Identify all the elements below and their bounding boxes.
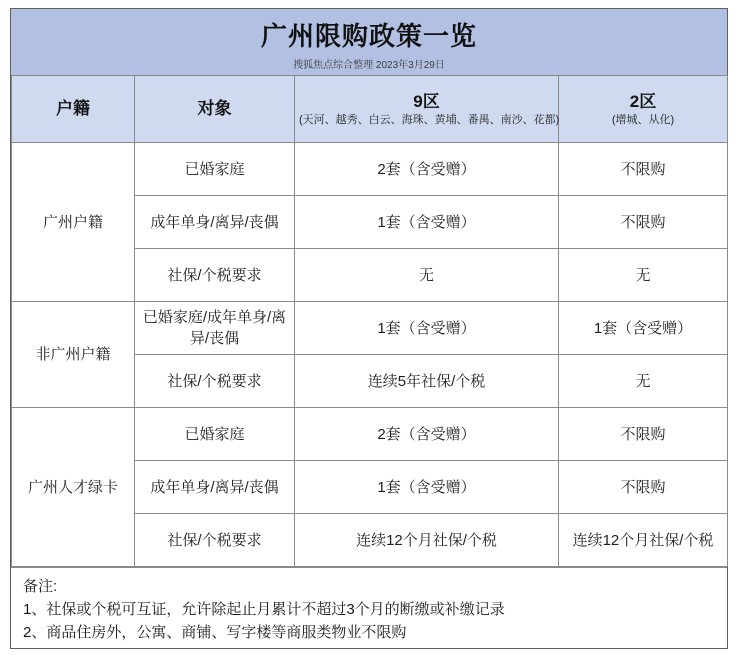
note-line-1: 1、社保或个税可互证，允许除起止月累计不超过3个月的断缴或补缴记录 [23, 601, 505, 618]
cell-zone2: 不限购 [559, 408, 728, 461]
cell-subject: 成年单身/离异/丧偶 [135, 461, 295, 514]
group-label-non-guangzhou-hukou: 非广州户籍 [12, 302, 135, 408]
cell-zone2: 1套（含受赠） [559, 302, 728, 355]
cell-subject: 已婚家庭/成年单身/离异/丧偶 [135, 302, 295, 355]
page-title: 广州限购政策一览 [260, 21, 477, 51]
cell-zone9: 连续12个月社保/个税 [295, 514, 559, 567]
column-header-2-districts [559, 76, 728, 143]
cell-zone9: 1套（含受赠） [295, 302, 559, 355]
notes-section [11, 567, 727, 648]
cell-zone9: 2套（含受赠） [295, 408, 559, 461]
cell-zone2: 连续12个月社保/个税 [559, 514, 728, 567]
page-subtitle: 搜狐焦点综合整理 2023年3月29日 [293, 60, 445, 71]
cell-subject: 社保/个税要求 [135, 514, 295, 567]
header-row [12, 76, 728, 143]
column-header-9-districts [295, 76, 559, 143]
cell-zone2: 不限购 [559, 461, 728, 514]
column-header-label: 2区 [629, 91, 657, 111]
cell-subject: 已婚家庭 [135, 143, 295, 196]
table-row [12, 143, 728, 196]
column-header-hukou [12, 76, 135, 143]
table-row [12, 302, 728, 355]
cell-zone9: 1套（含受赠） [295, 196, 559, 249]
note-line-2: 2、商品住房外，公寓、商铺、写字楼等商服类物业不限购 [23, 624, 407, 641]
cell-subject: 社保/个税要求 [135, 249, 295, 302]
cell-zone9: 2套（含受赠） [295, 143, 559, 196]
group-label-guangzhou-hukou: 广州户籍 [12, 143, 135, 302]
cell-subject: 成年单身/离异/丧偶 [135, 196, 295, 249]
column-header-sublabel: (增城、从化) [611, 113, 675, 126]
cell-zone9: 1套（含受赠） [295, 461, 559, 514]
cell-zone9: 无 [295, 249, 559, 302]
cell-subject: 已婚家庭 [135, 408, 295, 461]
cell-zone2: 无 [559, 249, 728, 302]
group-label-talent-green-card: 广州人才绿卡 [12, 408, 135, 567]
column-header-label: 9区 [413, 91, 440, 111]
cell-subject: 社保/个税要求 [135, 355, 295, 408]
notes-title: 备注: [23, 578, 58, 595]
cell-zone9: 连续5年社保/个税 [295, 355, 559, 408]
table-row [12, 408, 728, 461]
column-header-label: 户籍 [56, 99, 90, 118]
policy-table-card [10, 8, 728, 649]
cell-zone2: 无 [559, 355, 728, 408]
policy-table [11, 75, 728, 567]
cell-zone2: 不限购 [559, 196, 728, 249]
column-header-label: 对象 [197, 99, 232, 118]
column-header-sublabel: (天河、越秀、白云、海珠、黄埔、番禺、南沙、花都) [299, 113, 560, 126]
cell-zone2: 不限购 [559, 143, 728, 196]
table-title-bar [11, 9, 727, 75]
column-header-duixiang [135, 76, 295, 143]
